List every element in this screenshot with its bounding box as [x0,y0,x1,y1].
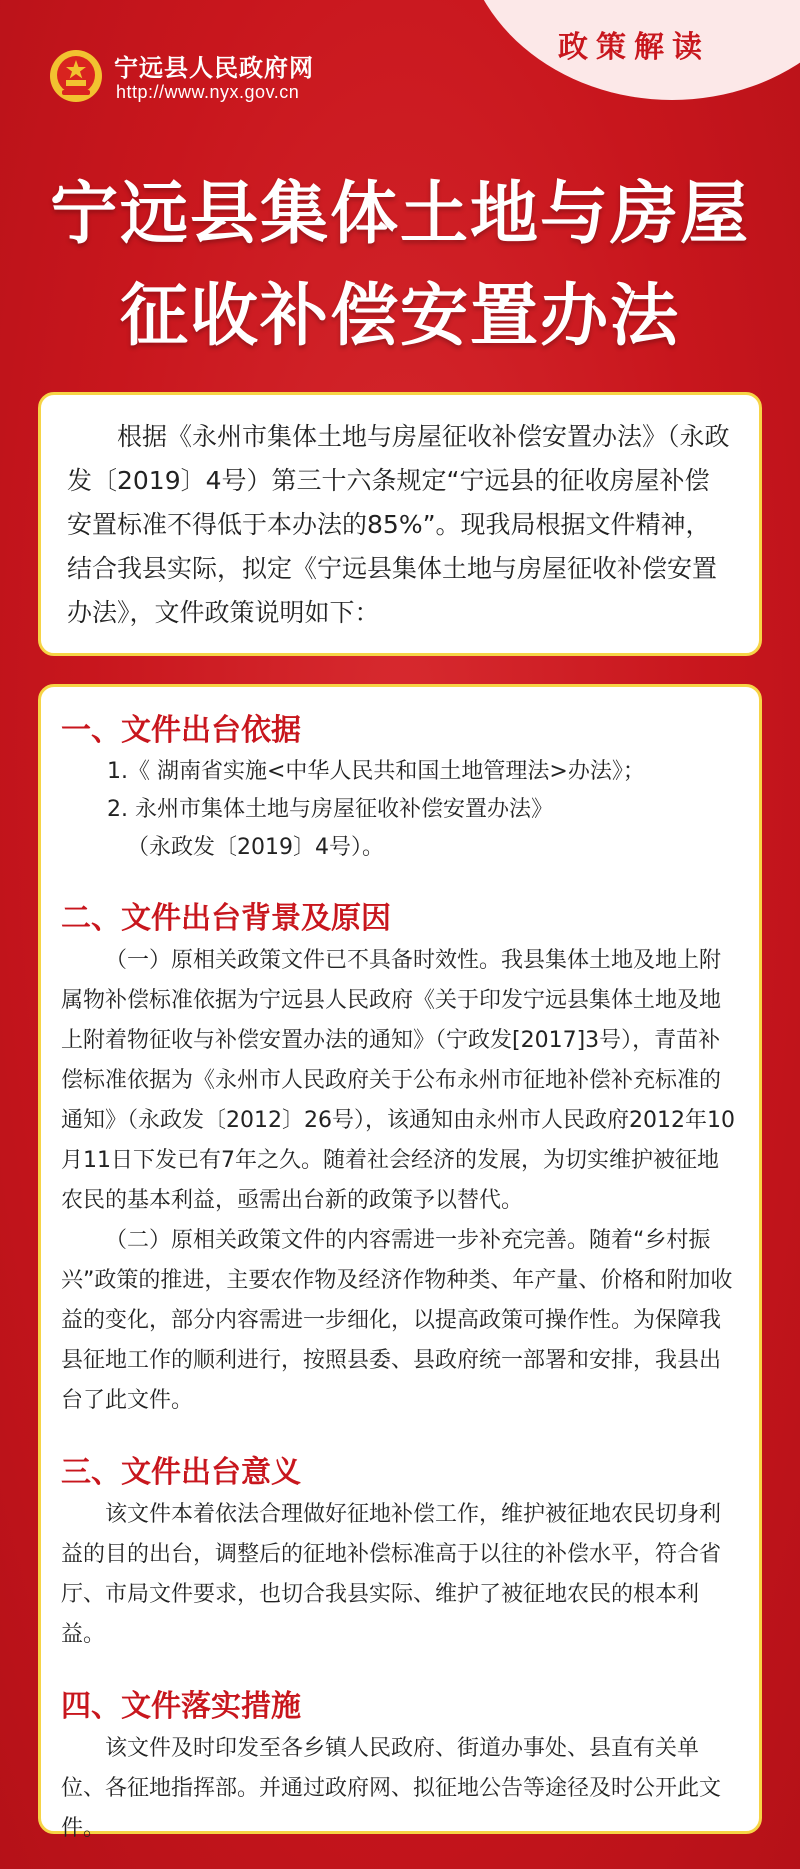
implementation-paragraph: 该文件及时印发至各乡镇人民政府、街道办事处、县直有关单位、各征地指挥部。并通过政府网、拟征地公告等途径及时公开此文件。 [61,1736,722,1841]
section-4-title: 四、文件落实措施 [61,1689,301,1724]
significance-paragraph: 该文件本着依法合理做好征地补偿工作，维护被征地农民切身利益的目的出台，调整后的征地补偿标准高于以往的补偿水平，符合省厅、市局文件要求，也切合我县实际、维护了被征地农民的根本利益。 [61,1502,722,1647]
policy-tag: 政策解读 [558,30,710,65]
page-title-line-2: 征收补偿安置办法 [119,277,680,356]
intro-card [38,392,762,656]
basis-item-2-doc-number: （永政发〔2019〕4号）。 [127,835,384,860]
intro-text: 根据《永州市集体土地与房屋征收补偿安置办法》（永政发〔2019〕4号）第三十六条规定“宁远县的征收房屋补偿安置标准不得低于本办法的85%”。现我局根据文件精神，结合我县实际，拟定《宁远县集体土地与房屋征收补偿安置办法》，文件政策说明如下： [67,422,730,627]
basis-item-2: 2. 永州市集体土地与房屋征收补偿安置办法》 [107,797,553,822]
basis-item-1: 1.《 湖南省实施<中华人民共和国土地管理法>办法》； [107,759,645,784]
section-3-title: 三、文件出台意义 [61,1455,301,1490]
policy-details-card [38,684,762,1841]
site-name: 宁远县人民政府网 [114,54,314,82]
page-title-line-1: 宁远县集体土地与房屋 [49,175,750,254]
section-1-title: 一、文件出台依据 [61,713,301,748]
national-emblem-icon [48,48,104,104]
background-paragraph-2: （二）原相关政策文件的内容需进一步补充完善。随着“乡村振兴”政策的推进，主要农作物及经济作物种类、年产量、价格和附加收益的变化，部分内容需进一步细化，以提高政策可操作性。为保障我县征地工作的顺利进行，按照县委、县政府统一部署和安排，我县出台了此文件。 [61,1228,733,1413]
section-2-title: 二、文件出台背景及原因 [61,901,391,936]
background-paragraph-1: （一）原相关政策文件已不具备时效性。我县集体土地及地上附属物补偿标准依据为宁远县人民政府《关于印发宁远县集体土地及地上附着物征收与补偿安置办法的通知》（宁政发[2017]3号），青苗补偿标准依据为《永州市人民政府关于公布永州市征地补偿补充标准的通知》（永政发〔2012〕26号），该通知由永州市人民政府2012年10月11日下发已有7年之久。随着社会经济的发展，为切实维护被征地农民的基本利益，亟需出台新的政策予以替代。 [61,948,735,1213]
site-url[interactable]: http://www.nyx.gov.cn [116,82,300,102]
